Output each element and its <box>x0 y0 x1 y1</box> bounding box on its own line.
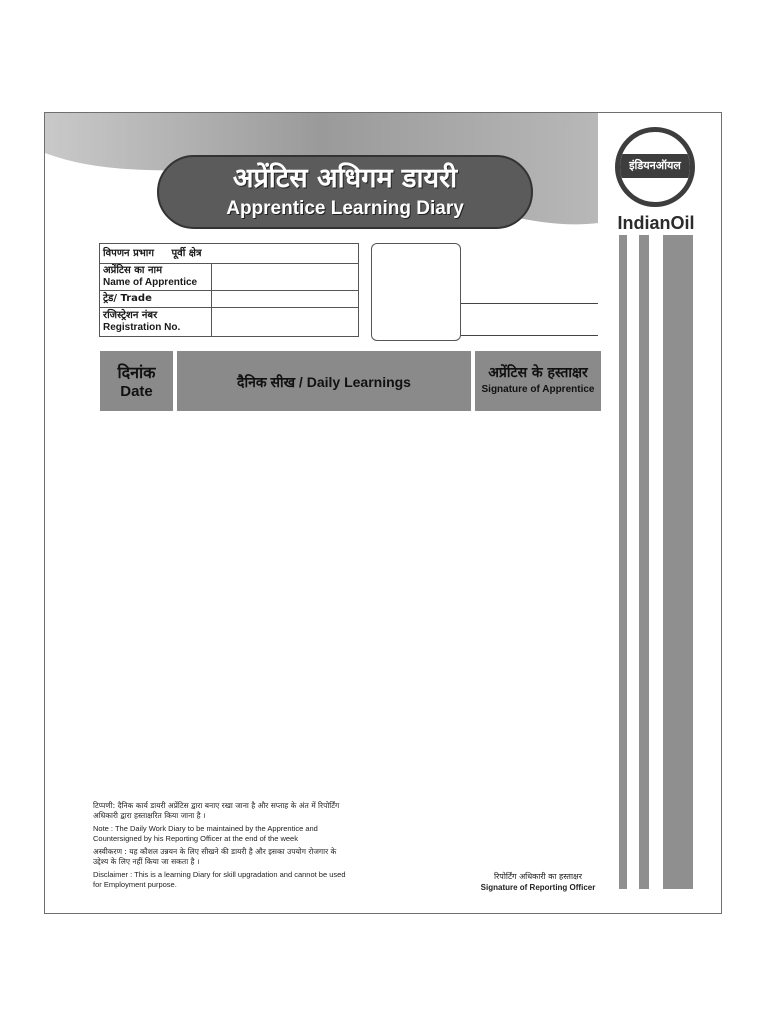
apprentice-info-table <box>99 243 359 337</box>
division-value: पूर्वी क्षेत्र <box>171 247 202 259</box>
registration-label-en: Registration No. <box>103 322 181 333</box>
division-cell <box>100 244 359 264</box>
date-header-en: Date <box>120 383 153 400</box>
registration-label-hi: रजिस्ट्रेशन नंबर <box>103 310 158 321</box>
diary-page <box>44 112 722 914</box>
date-header-hi: दिनांक <box>117 363 156 382</box>
learnings-header: दैनिक सीख / Daily Learnings <box>237 374 411 390</box>
trade-label-cell <box>100 291 212 308</box>
apprentice-name-label-cell <box>100 264 212 291</box>
disclaimer-english: Disclaimer : This is a learning Diary for skill upgradation and cannot be used for Employment purpose. <box>93 870 346 889</box>
registration-label-cell <box>100 308 212 337</box>
note-hindi: टिप्पणी: दैनिक कार्य डायरी अप्रेंटिस द्वारा बनाए रखा जाना है और सप्ताह के अंत में रिपोर्टिंग अधिकारी द्वारा हस्ताक्षरित किया जाना है । <box>93 801 340 820</box>
signature-column-header <box>475 351 601 411</box>
apprentice-name-label-en: Name of Apprentice <box>103 277 198 288</box>
signature-header-en: Signature of Apprentice <box>481 384 595 395</box>
stripe-2 <box>639 235 649 889</box>
reporting-officer-signature <box>473 871 603 893</box>
apprentice-name-label-hi: अप्रेंटिस का नाम <box>103 265 163 276</box>
officer-signature-en: Signature of Reporting Officer <box>480 883 596 892</box>
photo-line-top <box>461 303 598 304</box>
date-column-header <box>100 351 173 411</box>
footer-notes <box>93 801 353 893</box>
logo-circle <box>615 127 695 207</box>
photo-box[interactable] <box>371 243 461 341</box>
trade-field[interactable] <box>212 291 359 308</box>
signature-header-hi: अप्रेंटिस के हस्ताक्षर <box>488 365 588 381</box>
stripe-3 <box>663 235 693 889</box>
indianoil-logo <box>601 127 701 231</box>
registration-field[interactable] <box>212 308 359 337</box>
title-english: Apprentice Learning Diary <box>226 198 464 219</box>
officer-signature-hi: रिपोर्टिंग अधिकारी का हस्ताक्षर <box>493 872 583 881</box>
title-banner <box>157 155 533 229</box>
photo-line-bottom <box>461 335 598 336</box>
disclaimer-hindi: अस्वीकरण : यह कौशल उन्नयन के लिए सीखने की डायरी है और इसका उपयोग रोजगार के उद्देश्य के लिए नहीं किया जा सकता है । <box>93 847 337 866</box>
note-english: Note : The Daily Work Diary to be maintained by the Apprentice and Countersigned by his Reporting Officer at the end of the week <box>93 824 318 843</box>
logo-english-text: IndianOil <box>617 213 695 233</box>
title-hindi: अप्रेंटिस अधिगम डायरी <box>232 163 458 194</box>
division-label: विपणन प्रभाग <box>103 247 155 259</box>
stripe-1 <box>619 235 627 889</box>
logo-hindi-text: इंडियनऑयल <box>620 154 690 178</box>
apprentice-name-field[interactable] <box>212 264 359 291</box>
trade-label: ट्रेड/ Trade <box>103 293 152 304</box>
learnings-column-header <box>177 351 471 411</box>
